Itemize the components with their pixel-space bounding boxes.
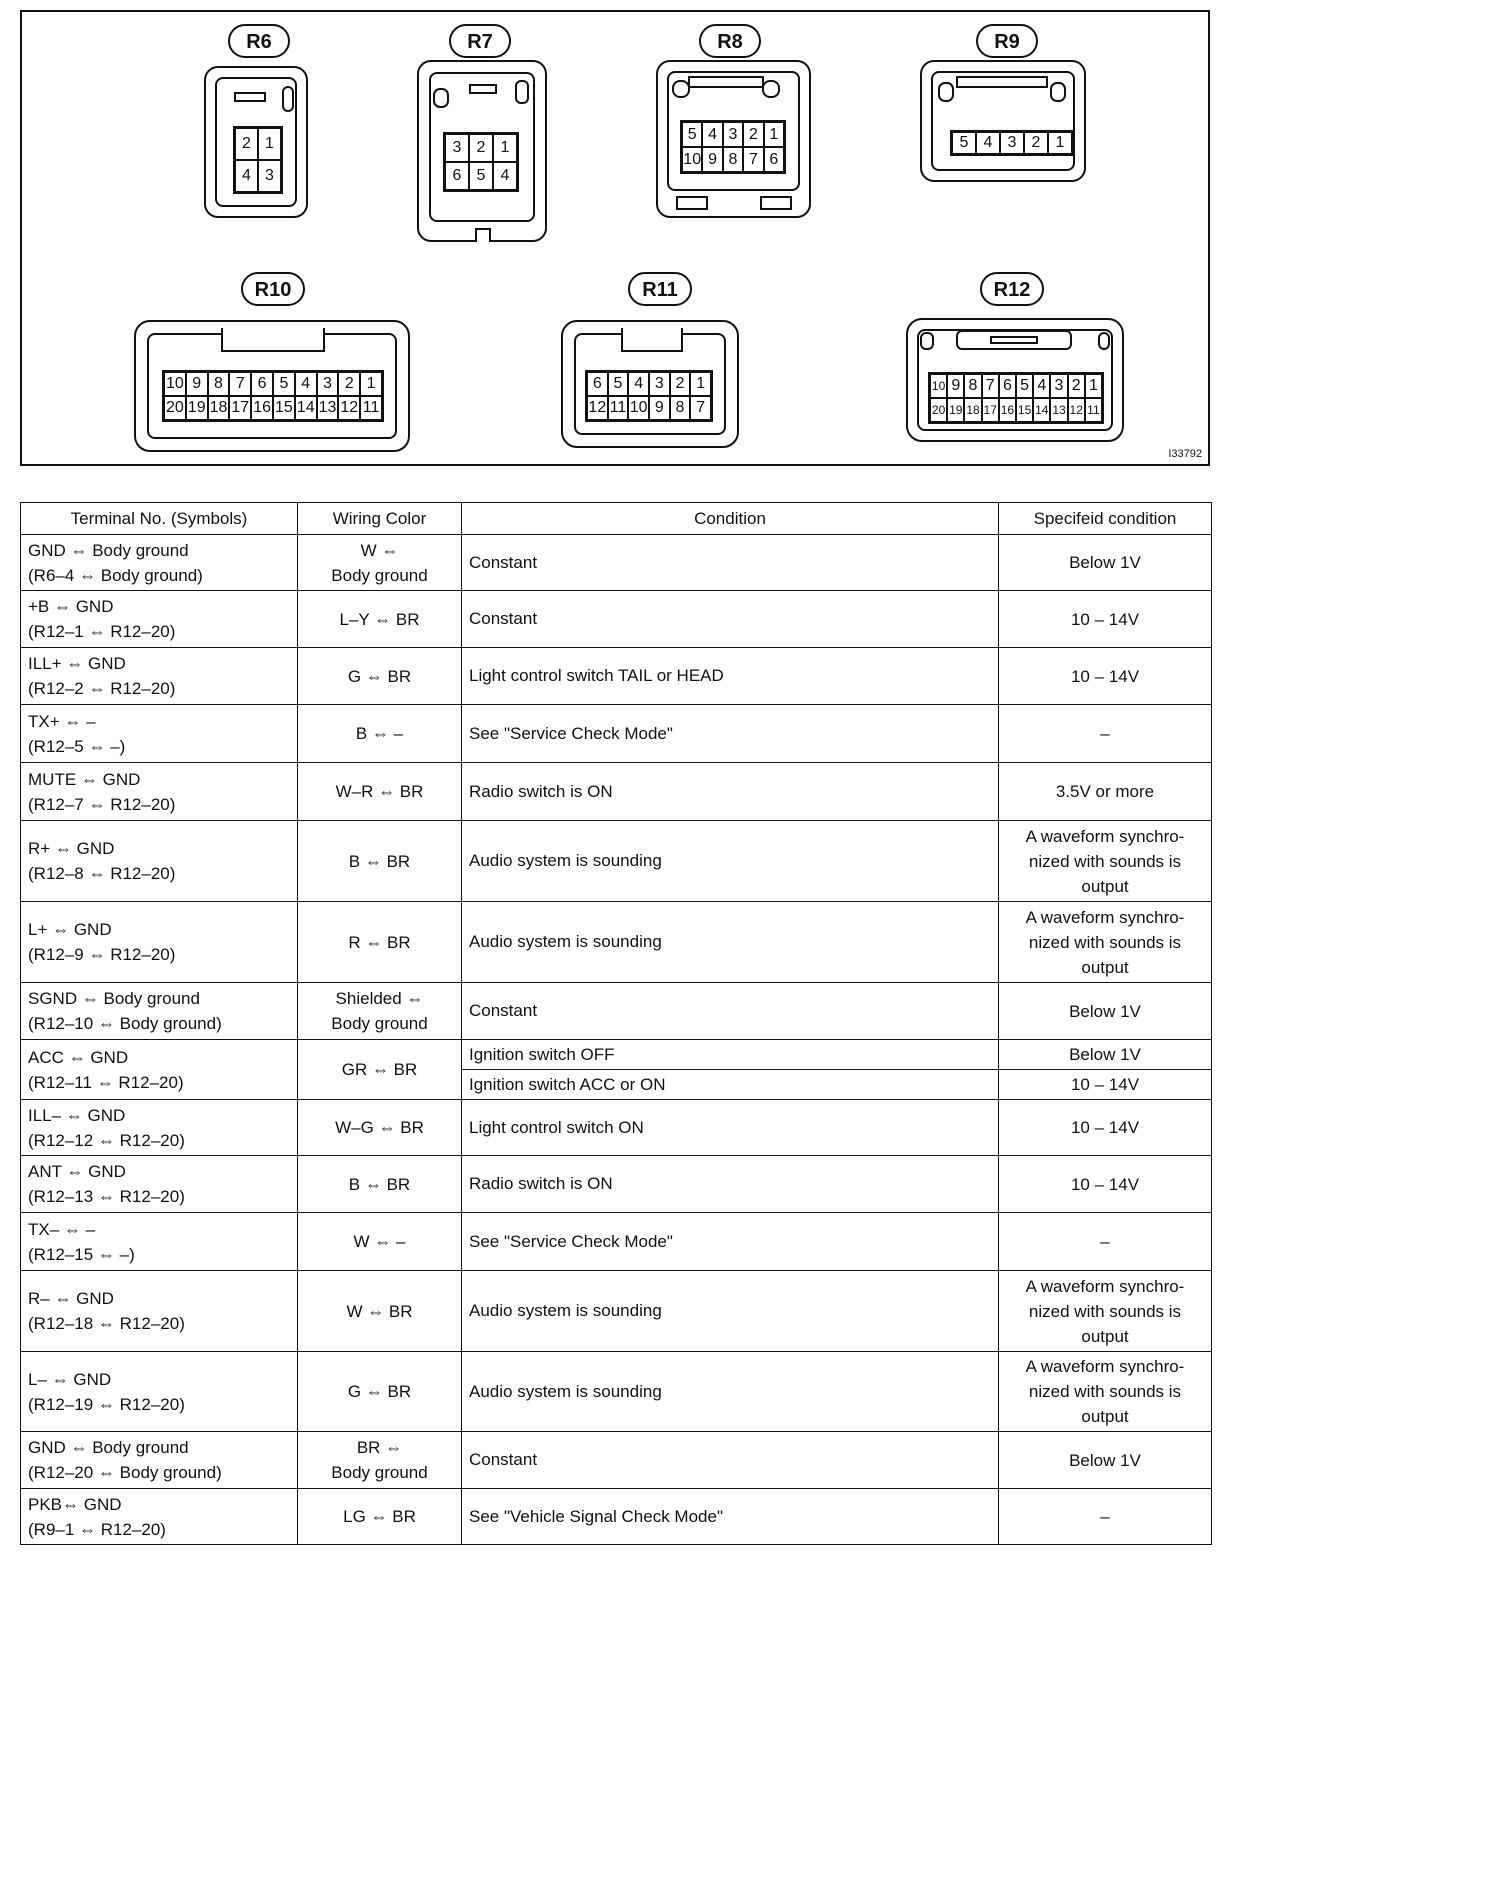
terminal-cell: L– ⇔ GND (R12–19 ⇔ R12–20) — [21, 1352, 298, 1432]
condition-cell: Ignition switch OFF — [462, 1040, 999, 1070]
pin-cell: 12 — [587, 396, 608, 420]
condition-cell: Audio system is sounding — [462, 1352, 999, 1432]
table-row — [21, 1156, 1212, 1213]
pin-cell: 3 — [317, 372, 339, 396]
specified-condition-cell: Below 1V — [999, 1040, 1212, 1070]
pin-cell: 5 — [608, 372, 629, 396]
pin-cell: 6 — [251, 372, 273, 396]
pin-cell: 20 — [164, 396, 186, 420]
wiring-color-cell: B ⇔ BR — [298, 821, 462, 902]
pin-cell: 1 — [493, 134, 517, 162]
pin-cell: 14 — [1033, 398, 1050, 422]
specified-condition-cell: Below 1V — [999, 535, 1212, 591]
pin-grid — [443, 132, 519, 192]
pin-cell: 2 — [1068, 374, 1085, 398]
table-row — [21, 1432, 1212, 1489]
connector-label-r8: R8 — [699, 24, 761, 58]
condition-cell: Audio system is sounding — [462, 821, 999, 902]
pin-cell: 9 — [702, 147, 722, 172]
table-row — [21, 1489, 1212, 1545]
condition-cell: Light control switch ON — [462, 1100, 999, 1156]
pin-cell: 3 — [445, 134, 469, 162]
terminal-cell: MUTE ⇔ GND (R12–7 ⇔ R12–20) — [21, 763, 298, 821]
pin-cell: 8 — [670, 396, 691, 420]
specified-condition-cell: Below 1V — [999, 1432, 1212, 1489]
terminal-cell: TX+ ⇔ – (R12–5 ⇔ –) — [21, 705, 298, 763]
connector-r12 — [906, 318, 1124, 442]
wiring-color-cell: B ⇔ BR — [298, 1156, 462, 1213]
pin-cell: 14 — [295, 396, 317, 420]
wiring-color-cell: W ⇔ BR — [298, 1271, 462, 1352]
pin-cell: 9 — [186, 372, 208, 396]
wiring-color-cell: W ⇔ – — [298, 1213, 462, 1271]
specified-condition-cell: 10 – 14V — [999, 1070, 1212, 1100]
terminal-cell: R+ ⇔ GND (R12–8 ⇔ R12–20) — [21, 821, 298, 902]
pin-cell: 1 — [690, 372, 711, 396]
specified-condition-cell: A waveform synchro- nized with sounds is output — [999, 1352, 1212, 1432]
connector-r7 — [417, 60, 547, 242]
terminal-cell: ILL+ ⇔ GND (R12–2 ⇔ R12–20) — [21, 648, 298, 705]
table-header-row — [21, 503, 1212, 535]
pin-cell: 12 — [338, 396, 360, 420]
terminal-cell: GND ⇔ Body ground (R12–20 ⇔ Body ground) — [21, 1432, 298, 1489]
terminal-cell: TX– ⇔ – (R12–15 ⇔ –) — [21, 1213, 298, 1271]
pin-cell: 1 — [1048, 132, 1072, 154]
connector-label-r6: R6 — [228, 24, 290, 58]
condition-cell: See "Vehicle Signal Check Mode" — [462, 1489, 999, 1545]
condition-cell: Constant — [462, 1432, 999, 1489]
table-row — [21, 1100, 1212, 1156]
condition-cell: Constant — [462, 535, 999, 591]
terminal-cell: L+ ⇔ GND (R12–9 ⇔ R12–20) — [21, 902, 298, 983]
condition-cell: See "Service Check Mode" — [462, 1213, 999, 1271]
figure-code: I33792 — [1168, 448, 1202, 460]
table-row — [21, 763, 1212, 821]
pin-cell: 2 — [1024, 132, 1048, 154]
connector-r9 — [920, 60, 1086, 182]
specified-condition-cell: 10 – 14V — [999, 1156, 1212, 1213]
wiring-color-cell: L–Y ⇔ BR — [298, 591, 462, 648]
pin-cell: 1 — [764, 122, 784, 147]
specified-condition-cell: 10 – 14V — [999, 591, 1212, 648]
connector-diagram — [20, 10, 1210, 466]
pin-cell: 4 — [976, 132, 1000, 154]
pin-cell: 5 — [469, 162, 493, 190]
pin-cell: 4 — [702, 122, 722, 147]
pin-cell: 5 — [1016, 374, 1033, 398]
pin-cell: 4 — [1033, 374, 1050, 398]
specified-condition-cell: A waveform synchro- nized with sounds is output — [999, 821, 1212, 902]
pin-cell: 2 — [670, 372, 691, 396]
specified-condition-cell: – — [999, 705, 1212, 763]
wiring-color-cell: G ⇔ BR — [298, 1352, 462, 1432]
terminal-cell: GND ⇔ Body ground (R6–4 ⇔ Body ground) — [21, 535, 298, 591]
pin-cell: 7 — [743, 147, 763, 172]
pin-cell: 9 — [947, 374, 964, 398]
pin-cell: 3 — [1000, 132, 1024, 154]
pin-grid — [680, 120, 786, 174]
connector-r6 — [204, 66, 308, 218]
specified-condition-cell: – — [999, 1489, 1212, 1545]
pin-cell: 15 — [1016, 398, 1033, 422]
pin-cell: 10 — [682, 147, 702, 172]
specified-condition-cell: A waveform synchro- nized with sounds is output — [999, 902, 1212, 983]
pin-cell: 20 — [930, 398, 947, 422]
specified-condition-cell: A waveform synchro- nized with sounds is output — [999, 1271, 1212, 1352]
condition-cell: Light control switch TAIL or HEAD — [462, 648, 999, 705]
pin-cell: 16 — [999, 398, 1016, 422]
connector-r10 — [134, 320, 410, 452]
pin-grid — [162, 370, 384, 422]
pin-cell: 15 — [273, 396, 295, 420]
pin-cell: 8 — [723, 147, 743, 172]
pin-cell: 19 — [947, 398, 964, 422]
pin-cell: 2 — [743, 122, 763, 147]
pin-cell: 5 — [273, 372, 295, 396]
pin-grid — [233, 126, 283, 194]
pin-cell: 4 — [295, 372, 317, 396]
condition-cell: Audio system is sounding — [462, 1271, 999, 1352]
header-terminal: Terminal No. (Symbols) — [21, 503, 298, 535]
pin-grid — [585, 370, 713, 422]
connector-label-r9: R9 — [976, 24, 1038, 58]
wiring-color-cell: R ⇔ BR — [298, 902, 462, 983]
connector-label-r12: R12 — [980, 272, 1044, 306]
pin-cell: 6 — [999, 374, 1016, 398]
condition-cell: Radio switch is ON — [462, 763, 999, 821]
table-row — [21, 648, 1212, 705]
table-row — [21, 535, 1212, 591]
terminal-cell: ILL– ⇔ GND (R12–12 ⇔ R12–20) — [21, 1100, 298, 1156]
wiring-color-cell: GR ⇔ BR — [298, 1040, 462, 1100]
pin-cell: 19 — [186, 396, 208, 420]
table-row — [21, 591, 1212, 648]
connector-label-r7: R7 — [449, 24, 511, 58]
pin-cell: 18 — [208, 396, 230, 420]
pin-cell: 3 — [258, 160, 281, 192]
table-row — [21, 1271, 1212, 1352]
table-row — [21, 1352, 1212, 1432]
pin-cell: 13 — [317, 396, 339, 420]
table-row — [21, 705, 1212, 763]
pin-cell: 17 — [229, 396, 251, 420]
pin-cell: 8 — [964, 374, 981, 398]
condition-cell: Ignition switch ACC or ON — [462, 1070, 999, 1100]
wiring-color-cell: G ⇔ BR — [298, 648, 462, 705]
table-row — [21, 821, 1212, 902]
pin-cell: 1 — [360, 372, 382, 396]
specified-condition-cell: 10 – 14V — [999, 1100, 1212, 1156]
pin-cell: 2 — [235, 128, 258, 160]
pin-cell: 9 — [649, 396, 670, 420]
pin-cell: 5 — [682, 122, 702, 147]
pin-cell: 7 — [982, 374, 999, 398]
pin-cell: 10 — [164, 372, 186, 396]
table-row — [21, 1213, 1212, 1271]
terminal-cell: +B ⇔ GND (R12–1 ⇔ R12–20) — [21, 591, 298, 648]
pin-cell: 18 — [964, 398, 981, 422]
connector-r11 — [561, 320, 739, 448]
wiring-color-cell: LG ⇔ BR — [298, 1489, 462, 1545]
pin-cell: 13 — [1050, 398, 1067, 422]
pin-cell: 3 — [723, 122, 743, 147]
header-wiring-color: Wiring Color — [298, 503, 462, 535]
condition-cell: Radio switch is ON — [462, 1156, 999, 1213]
terminal-cell: PKB⇔ GND (R9–1 ⇔ R12–20) — [21, 1489, 298, 1545]
specified-condition-cell: Below 1V — [999, 983, 1212, 1040]
pin-cell: 5 — [952, 132, 976, 154]
terminal-cell: R– ⇔ GND (R12–18 ⇔ R12–20) — [21, 1271, 298, 1352]
condition-cell: Constant — [462, 591, 999, 648]
terminal-cell: SGND ⇔ Body ground (R12–10 ⇔ Body ground) — [21, 983, 298, 1040]
pin-cell: 6 — [587, 372, 608, 396]
specified-condition-cell: – — [999, 1213, 1212, 1271]
pin-cell: 7 — [229, 372, 251, 396]
pin-cell: 1 — [258, 128, 281, 160]
wiring-color-cell: W ⇔ Body ground — [298, 535, 462, 591]
pin-cell: 11 — [360, 396, 382, 420]
wiring-color-cell: W–R ⇔ BR — [298, 763, 462, 821]
table-row — [21, 1040, 1212, 1070]
pin-cell: 2 — [469, 134, 493, 162]
condition-cell: See "Service Check Mode" — [462, 705, 999, 763]
pin-cell: 4 — [235, 160, 258, 192]
pin-cell: 10 — [930, 374, 947, 398]
pin-cell: 2 — [338, 372, 360, 396]
pin-cell: 16 — [251, 396, 273, 420]
connector-label-r11: R11 — [628, 272, 692, 306]
pin-cell: 1 — [1085, 374, 1102, 398]
pin-cell: 12 — [1068, 398, 1085, 422]
pin-cell: 3 — [1050, 374, 1067, 398]
pin-cell: 4 — [493, 162, 517, 190]
wiring-color-cell: W–G ⇔ BR — [298, 1100, 462, 1156]
pin-grid — [950, 130, 1074, 156]
connector-label-r10: R10 — [241, 272, 305, 306]
pin-cell: 8 — [208, 372, 230, 396]
terminal-cell: ACC ⇔ GND (R12–11 ⇔ R12–20) — [21, 1040, 298, 1100]
pin-cell: 4 — [628, 372, 649, 396]
condition-cell: Audio system is sounding — [462, 902, 999, 983]
pin-cell: 11 — [608, 396, 629, 420]
pin-cell: 3 — [649, 372, 670, 396]
header-specified-condition: Specifeid condition — [999, 503, 1212, 535]
specified-condition-cell: 3.5V or more — [999, 763, 1212, 821]
wiring-color-cell: Shielded ⇔ Body ground — [298, 983, 462, 1040]
pin-cell: 10 — [628, 396, 649, 420]
header-condition: Condition — [462, 503, 999, 535]
pin-grid — [928, 372, 1104, 424]
pin-cell: 17 — [982, 398, 999, 422]
pin-cell: 6 — [445, 162, 469, 190]
wiring-color-cell: B ⇔ – — [298, 705, 462, 763]
terminal-spec-table — [20, 502, 1212, 1545]
terminal-cell: ANT ⇔ GND (R12–13 ⇔ R12–20) — [21, 1156, 298, 1213]
specified-condition-cell: 10 – 14V — [999, 648, 1212, 705]
pin-cell: 7 — [690, 396, 711, 420]
table-row — [21, 902, 1212, 983]
pin-cell: 6 — [764, 147, 784, 172]
table-row — [21, 983, 1212, 1040]
table-body — [21, 535, 1212, 1545]
connector-r8 — [656, 60, 811, 218]
condition-cell: Constant — [462, 983, 999, 1040]
wiring-color-cell: BR ⇔ Body ground — [298, 1432, 462, 1489]
pin-cell: 11 — [1085, 398, 1102, 422]
